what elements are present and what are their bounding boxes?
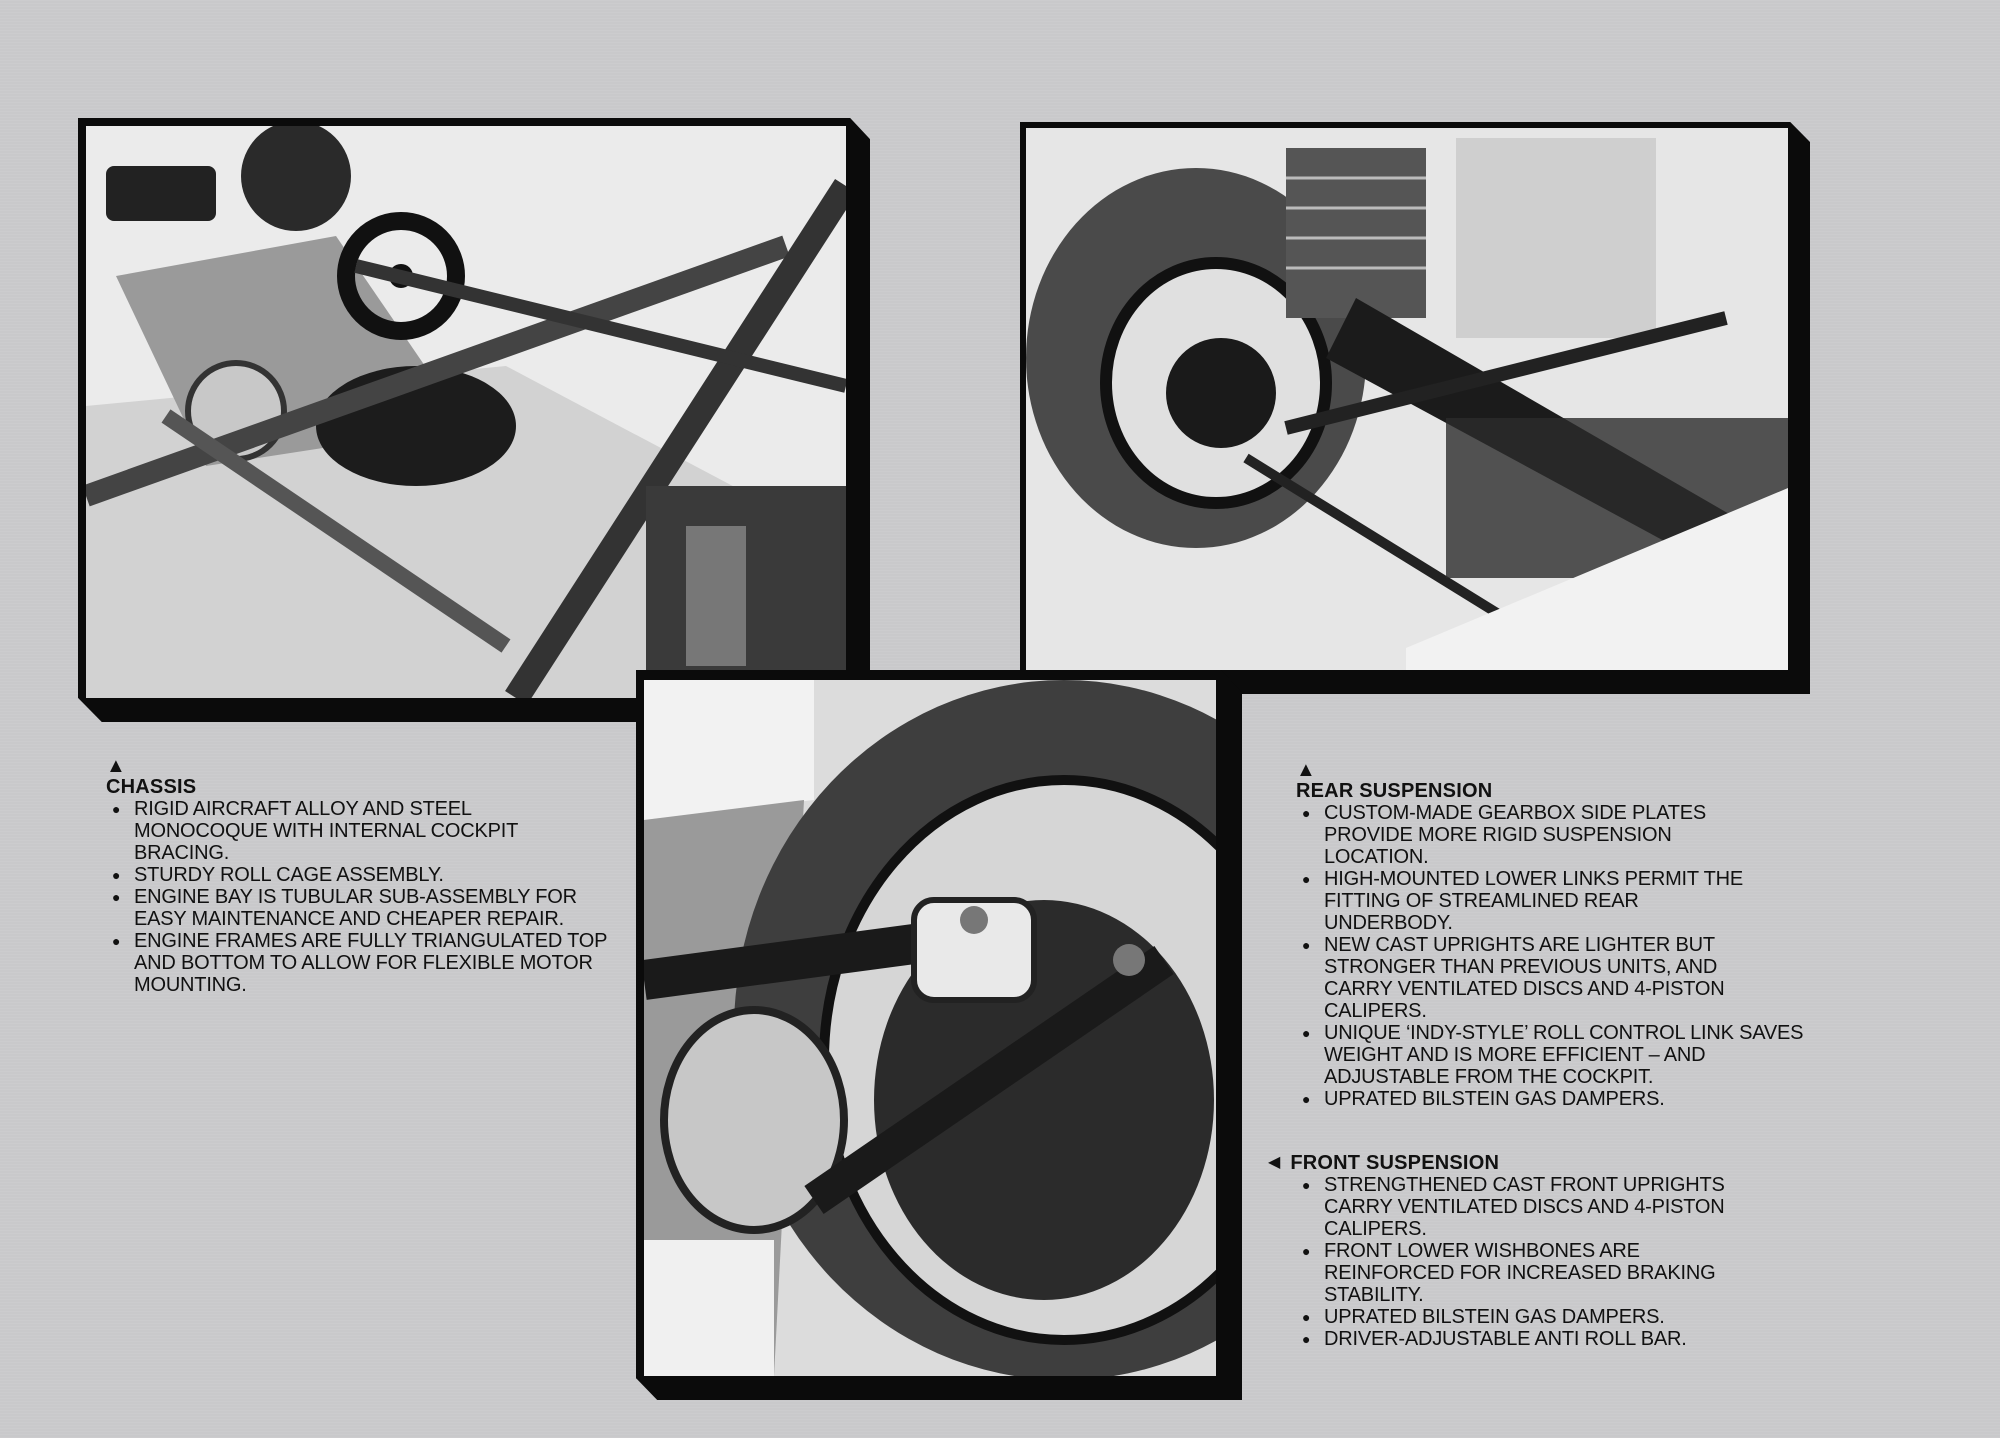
list-item: ● ENGINE FRAMES ARE FULLY TRIANGULATED TOP AND BOTTOM TO ALLOW FOR FLEXIBLE MOTOR MOUNTING.	[106, 930, 624, 996]
rear-suspension-photo-frame	[1020, 122, 1810, 694]
front-suspension-section	[1268, 1152, 1808, 1350]
left-triangle-icon: ◀	[1268, 1154, 1281, 1171]
list-item: ● UPRATED BILSTEIN GAS DAMPERS.	[1296, 1088, 1804, 1110]
list-item: ● FRONT LOWER WISHBONES ARE REINFORCED FOR INCREASED BRAKING STABILITY.	[1296, 1240, 1754, 1306]
up-triangle-icon: ▲	[1296, 759, 1316, 781]
list-item: ● STRENGTHENED CAST FRONT UPRIGHTS CARRY VENTILATED DISCS AND 4-PISTON CALIPERS.	[1296, 1174, 1784, 1240]
list-item: ● UPRATED BILSTEIN GAS DAMPERS.	[1296, 1306, 1784, 1328]
list-item: ● STURDY ROLL CAGE ASSEMBLY.	[106, 864, 564, 886]
list-item: ● RIGID AIRCRAFT ALLOY AND STEEL MONOCOQUE WITH INTERNAL COCKPIT BRACING.	[106, 798, 564, 864]
front-suspension-header	[1268, 1152, 1808, 1174]
front-suspension-bullet-list	[1296, 1174, 1808, 1350]
rear-suspension-photo	[1026, 128, 1788, 670]
list-item: ● HIGH-MOUNTED LOWER LINKS PERMIT THE FITTING OF STREAMLINED REAR UNDERBODY.	[1296, 868, 1764, 934]
chassis-photo-frame	[78, 118, 870, 722]
list-item: ● DRIVER-ADJUSTABLE ANTI ROLL BAR.	[1296, 1328, 1784, 1350]
up-triangle-icon: ▲	[106, 755, 126, 777]
rear-suspension-bullet-list	[1296, 802, 1816, 1110]
list-item: ● CUSTOM-MADE GEARBOX SIDE PLATES PROVIDE MORE RIGID SUSPENSION LOCATION.	[1296, 802, 1764, 868]
chassis-section	[106, 756, 606, 996]
chassis-bullet-list	[106, 798, 606, 996]
chassis-photo	[86, 126, 846, 698]
list-item: ● UNIQUE ‘INDY-STYLE’ ROLL CONTROL LINK SAVES WEIGHT AND IS MORE EFFICIENT – AND ADJUSTABLE FROM THE COCKPIT.	[1296, 1022, 1824, 1088]
chassis-title: CHASSIS	[106, 776, 197, 798]
list-item: ● ENGINE BAY IS TUBULAR SUB-ASSEMBLY FOR EASY MAINTENANCE AND CHEAPER REPAIR.	[106, 886, 594, 930]
rear-suspension-section	[1296, 760, 1816, 1110]
front-suspension-title: FRONT SUSPENSION	[1290, 1152, 1500, 1174]
rear-suspension-title: REAR SUSPENSION	[1296, 780, 1493, 802]
list-item: ● NEW CAST UPRIGHTS ARE LIGHTER BUT STRONGER THAN PREVIOUS UNITS, AND CARRY VENTILATED DISCS AND 4-PISTON CALIPERS.	[1296, 934, 1774, 1022]
front-suspension-photo-frame	[636, 670, 1242, 1400]
front-suspension-photo	[644, 680, 1216, 1376]
